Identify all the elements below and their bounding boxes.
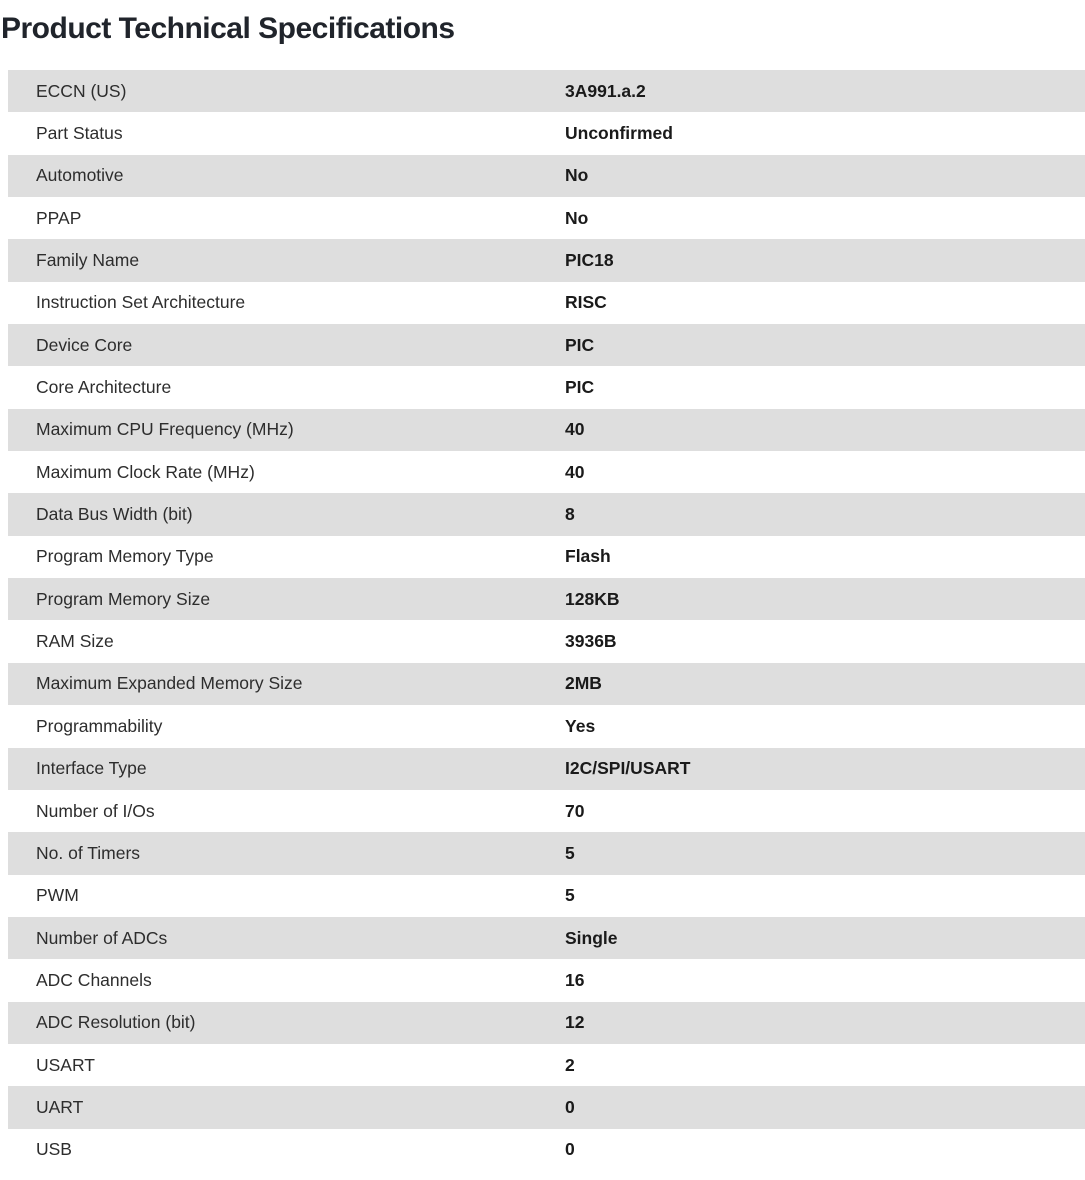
spec-row xyxy=(8,409,1085,451)
spec-row xyxy=(8,790,1085,832)
spec-label: Program Memory Type xyxy=(36,546,214,567)
spec-label: USB xyxy=(36,1139,72,1160)
spec-row xyxy=(8,155,1085,197)
spec-value: No xyxy=(565,207,589,228)
spec-row xyxy=(8,324,1085,366)
spec-label: Program Memory Size xyxy=(36,588,211,609)
spec-label: PWM xyxy=(36,885,79,906)
spec-value: I2C/SPI/USART xyxy=(565,758,691,779)
spec-value: 8 xyxy=(565,504,575,525)
spec-label: Maximum Clock Rate (MHz) xyxy=(36,461,255,482)
spec-label: Family Name xyxy=(36,250,140,271)
spec-row xyxy=(8,705,1085,747)
spec-table xyxy=(0,70,1085,1171)
spec-label: Maximum CPU Frequency (MHz) xyxy=(36,419,294,440)
spec-row xyxy=(8,832,1085,874)
spec-value: 2MB xyxy=(565,673,602,694)
spec-row xyxy=(8,1129,1085,1171)
spec-label: ADC Resolution (bit) xyxy=(36,1012,196,1033)
spec-label: Instruction Set Architecture xyxy=(36,292,246,313)
spec-value: Flash xyxy=(565,546,611,567)
spec-label: Number of ADCs xyxy=(36,927,168,948)
spec-value: RISC xyxy=(565,292,607,313)
spec-label: Number of I/Os xyxy=(36,800,155,821)
spec-label: UART xyxy=(36,1096,84,1117)
spec-row xyxy=(8,620,1085,662)
spec-row xyxy=(8,959,1085,1001)
spec-row xyxy=(8,239,1085,281)
spec-row xyxy=(8,70,1085,112)
spec-row xyxy=(8,112,1085,154)
spec-label: Interface Type xyxy=(36,758,147,779)
spec-value: Yes xyxy=(565,715,596,736)
spec-value: PIC xyxy=(565,377,595,398)
spec-row xyxy=(8,282,1085,324)
spec-label: Maximum Expanded Memory Size xyxy=(36,673,303,694)
spec-value: PIC18 xyxy=(565,250,614,271)
spec-row xyxy=(8,1086,1085,1128)
spec-label: ADC Channels xyxy=(36,969,152,990)
spec-label: RAM Size xyxy=(36,631,114,652)
spec-value: 5 xyxy=(565,885,575,906)
spec-value: 16 xyxy=(565,969,585,990)
spec-label: PPAP xyxy=(36,207,82,228)
spec-row xyxy=(8,663,1085,705)
spec-value: 3936B xyxy=(565,631,617,652)
spec-label: Programmability xyxy=(36,715,163,736)
spec-label: ECCN (US) xyxy=(36,80,127,101)
spec-label: No. of Timers xyxy=(36,842,141,863)
spec-row xyxy=(8,578,1085,620)
spec-label: Automotive xyxy=(36,165,124,186)
spec-value: 0 xyxy=(565,1096,575,1117)
spec-row xyxy=(8,748,1085,790)
spec-row xyxy=(8,493,1085,535)
spec-value: 2 xyxy=(565,1054,575,1075)
spec-row xyxy=(8,875,1085,917)
spec-row xyxy=(8,197,1085,239)
spec-label: Part Status xyxy=(36,123,123,144)
spec-value: No xyxy=(565,165,589,186)
spec-value: 0 xyxy=(565,1139,575,1160)
spec-value: 70 xyxy=(565,800,585,821)
spec-value: Unconfirmed xyxy=(565,123,673,144)
spec-value: 5 xyxy=(565,842,575,863)
spec-value: PIC xyxy=(565,334,595,355)
spec-label: Data Bus Width (bit) xyxy=(36,504,193,525)
spec-row xyxy=(8,366,1085,408)
spec-value: 128KB xyxy=(565,588,620,609)
spec-row xyxy=(8,451,1085,493)
spec-value: 40 xyxy=(565,461,585,482)
page-title: Product Technical Specifications xyxy=(1,12,455,45)
spec-row xyxy=(8,536,1085,578)
spec-value: Single xyxy=(565,927,618,948)
spec-label: USART xyxy=(36,1054,95,1075)
spec-row xyxy=(8,1002,1085,1044)
spec-label: Device Core xyxy=(36,334,133,355)
spec-value: 12 xyxy=(565,1012,585,1033)
spec-value: 3A991.a.2 xyxy=(565,80,646,101)
spec-row xyxy=(8,1044,1085,1086)
spec-row xyxy=(8,917,1085,959)
spec-value: 40 xyxy=(565,419,585,440)
spec-label: Core Architecture xyxy=(36,377,172,398)
